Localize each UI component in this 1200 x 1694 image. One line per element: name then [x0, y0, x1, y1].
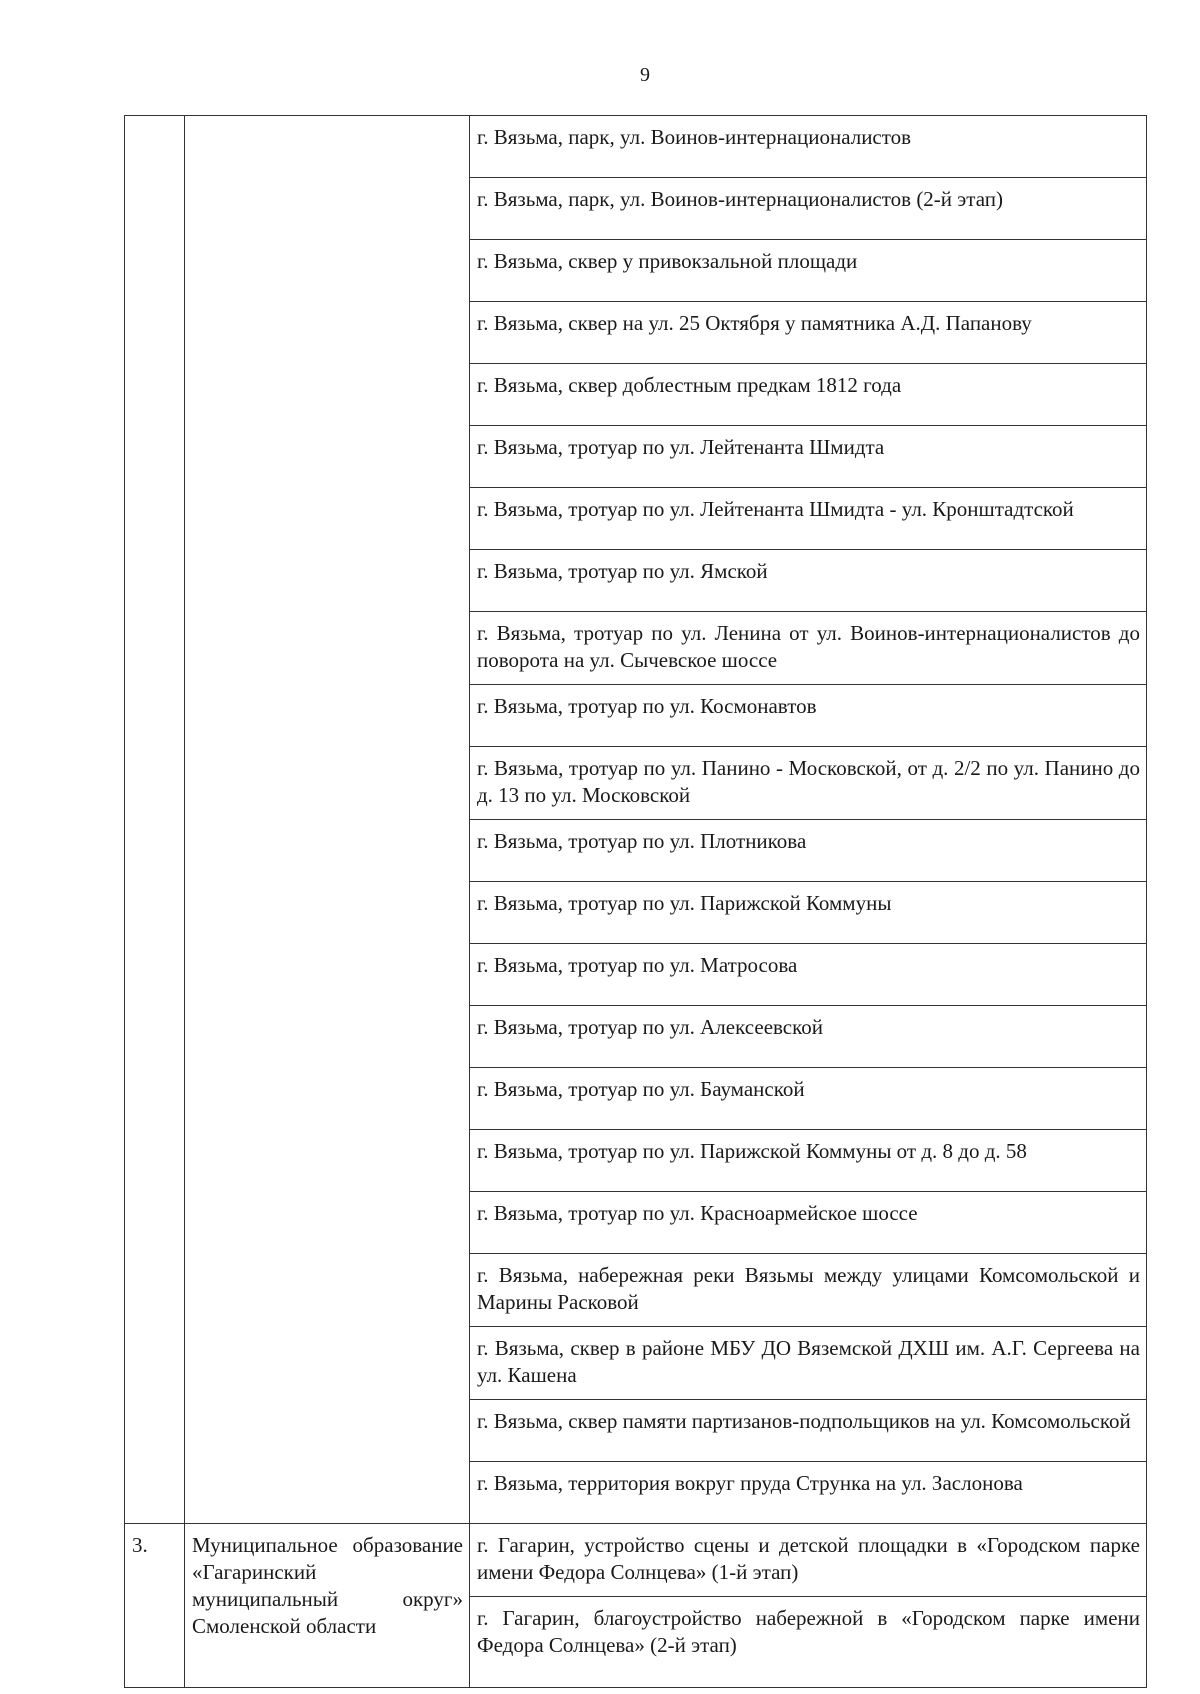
table-row	[125, 116, 1147, 178]
object-description-cell: г. Вязьма, тротуар по ул. Ямской	[470, 550, 1147, 612]
row-number-cell: 3.	[125, 1524, 185, 1688]
municipality-name-cell	[185, 116, 470, 1524]
object-description-cell: г. Вязьма, тротуар по ул. Панино - Московской, от д. 2/2 по ул. Панино до д. 13 по ул. Московской	[470, 747, 1147, 820]
object-description-cell: г. Вязьма, сквер памяти партизанов-подпольщиков на ул. Комсомольской	[470, 1400, 1147, 1462]
object-description-cell: г. Вязьма, парк, ул. Воинов-интернационалистов (2-й этап)	[470, 178, 1147, 240]
object-description-cell: г. Вязьма, тротуар по ул. Матросова	[470, 944, 1147, 1006]
objects-table-body	[125, 116, 1147, 1688]
table-row	[125, 1524, 1147, 1597]
object-description-cell: г. Вязьма, сквер на ул. 25 Октября у памятника А.Д. Папанову	[470, 302, 1147, 364]
row-number-cell	[125, 116, 185, 1524]
object-description-cell: г. Вязьма, тротуар по ул. Алексеевской	[470, 1006, 1147, 1068]
objects-table	[124, 115, 1147, 1688]
object-description-cell: г. Вязьма, сквер доблестным предкам 1812 года	[470, 364, 1147, 426]
municipality-name-cell: Муниципальное образование «Гагаринский муниципальный округ» Смоленской области	[185, 1524, 470, 1688]
object-description-cell: г. Вязьма, тротуар по ул. Ленина от ул. Воинов-интернационалистов до поворота на ул. Сычевское шоссе	[470, 612, 1147, 685]
object-description-cell: г. Вязьма, тротуар по ул. Парижской Коммуны	[470, 882, 1147, 944]
object-description-cell: г. Вязьма, тротуар по ул. Космонавтов	[470, 685, 1147, 747]
object-description-cell: г. Вязьма, тротуар по ул. Лейтенанта Шмидта - ул. Кронштадтской	[470, 488, 1147, 550]
object-description-cell: г. Вязьма, сквер в районе МБУ ДО Вяземской ДХШ им. А.Г. Сергеева на ул. Кашена	[470, 1327, 1147, 1400]
object-description-cell: г. Вязьма, тротуар по ул. Бауманской	[470, 1068, 1147, 1130]
object-description-cell: г. Вязьма, парк, ул. Воинов-интернационалистов	[470, 116, 1147, 178]
object-description-cell: г. Вязьма, тротуар по ул. Лейтенанта Шмидта	[470, 426, 1147, 488]
object-description-cell: г. Гагарин, благоустройство набережной в «Городском парке имени Федора Солнцева» (2-й этап)	[470, 1597, 1147, 1688]
object-description-cell: г. Вязьма, тротуар по ул. Красноармейское шоссе	[470, 1192, 1147, 1254]
object-description-cell: г. Гагарин, устройство сцены и детской площадки в «Городском парке имени Федора Солнцева» (1-й этап)	[470, 1524, 1147, 1597]
object-description-cell: г. Вязьма, тротуар по ул. Парижской Коммуны от д. 8 до д. 58	[470, 1130, 1147, 1192]
object-description-cell: г. Вязьма, территория вокруг пруда Струнка на ул. Заслонова	[470, 1462, 1147, 1524]
object-description-cell: г. Вязьма, набережная реки Вязьмы между улицами Комсомольской и Марины Расковой	[470, 1254, 1147, 1327]
object-description-cell: г. Вязьма, сквер у привокзальной площади	[470, 240, 1147, 302]
page-number: 9	[640, 64, 650, 86]
object-description-cell: г. Вязьма, тротуар по ул. Плотникова	[470, 820, 1147, 882]
